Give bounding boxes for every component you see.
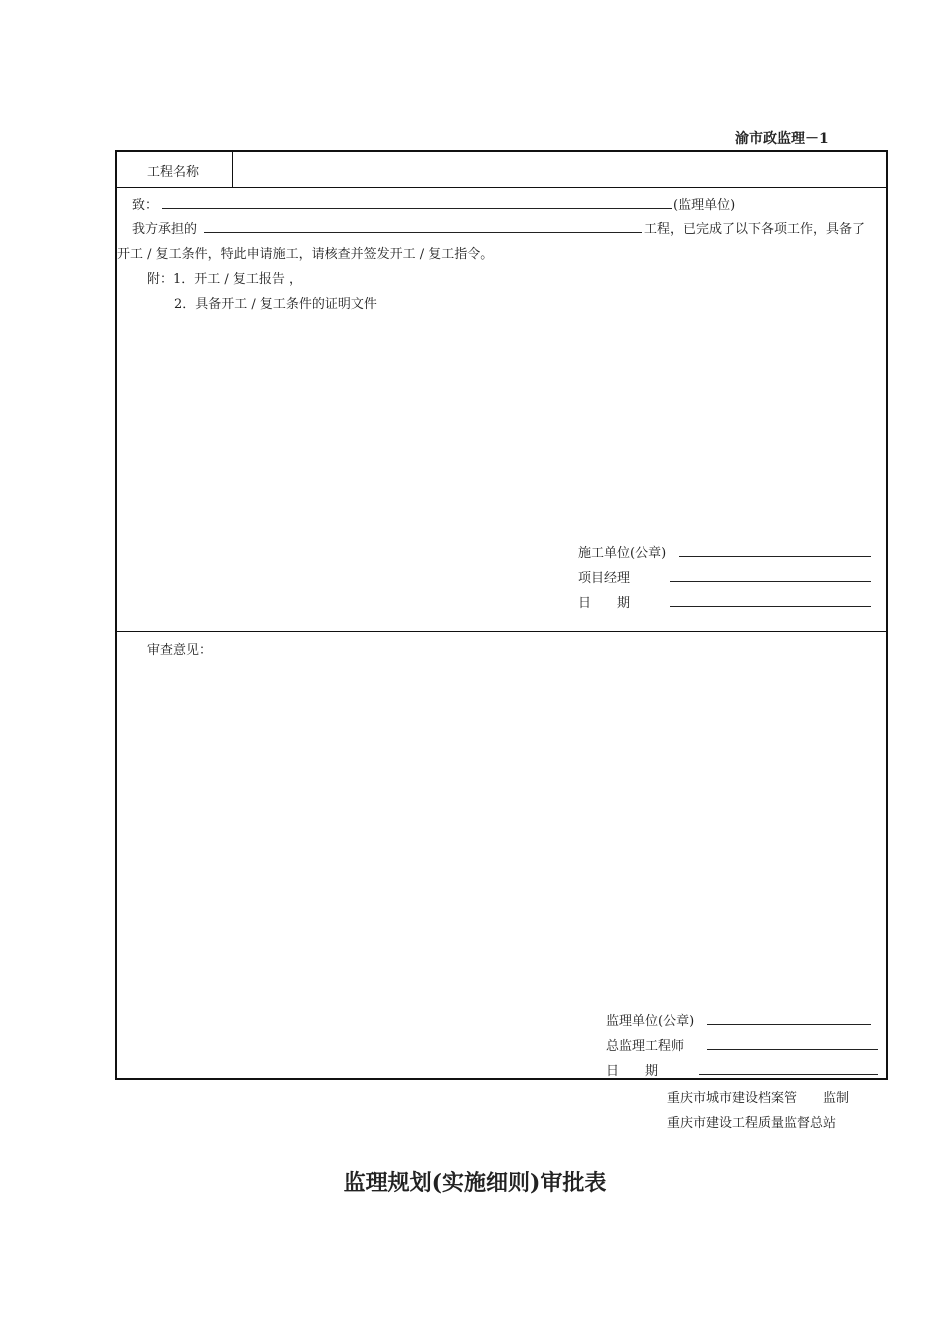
review-opinion-field[interactable]	[147, 662, 866, 992]
project-manager-label: 项目经理	[578, 571, 631, 586]
supervisor-seal-label: 监理单位(公章)	[606, 1014, 695, 1029]
undertake-prefix: 我方承担的	[132, 222, 198, 237]
project-name-label-cell	[117, 152, 233, 187]
supervisor-seal-line[interactable]	[707, 1024, 871, 1025]
next-form-title: 监理规划(实施细则)审批表	[343, 1170, 607, 1196]
application-section	[117, 187, 886, 632]
project-blank-line[interactable]	[204, 232, 642, 233]
footer-org-1: 重庆市城市建设档案管 监制	[667, 1091, 850, 1106]
undertake-suffix: 工程，已完成了以下各项工作，具备了	[644, 222, 866, 237]
review-date-line[interactable]	[699, 1074, 878, 1075]
form-code: 渝市政监理－1	[735, 131, 829, 147]
to-suffix: (监理单位)	[673, 198, 736, 213]
footer-org-2: 重庆市建设工程质量监督总站	[667, 1116, 837, 1131]
contractor-seal-line[interactable]	[679, 556, 871, 557]
application-form-table	[115, 150, 888, 1080]
to-blank-line[interactable]	[162, 208, 672, 209]
review-section	[117, 632, 886, 1078]
to-prefix: 致：	[132, 198, 159, 213]
application-date-line[interactable]	[670, 606, 871, 607]
review-date-label: 日 期	[606, 1064, 659, 1079]
attachment-2: 2．具备开工 / 复工条件的证明文件	[174, 297, 377, 312]
attachment-1: 附：1．开工 / 复工报告 ，	[147, 272, 303, 287]
project-name-row	[117, 152, 886, 188]
contractor-seal-label: 施工单位(公章)	[578, 546, 667, 561]
application-line2: 开工 / 复工条件，特此申请施工，请核查并签发开工 / 复工指令。	[117, 247, 494, 262]
chief-engineer-line[interactable]	[707, 1049, 878, 1050]
project-name-label: 工程名称	[147, 165, 200, 180]
application-date-label: 日 期	[578, 596, 631, 611]
chief-engineer-label: 总监理工程师	[606, 1039, 685, 1054]
project-manager-line[interactable]	[670, 581, 871, 582]
review-opinion-label: 审查意见：	[147, 643, 213, 658]
project-name-value-field[interactable]	[233, 152, 886, 187]
